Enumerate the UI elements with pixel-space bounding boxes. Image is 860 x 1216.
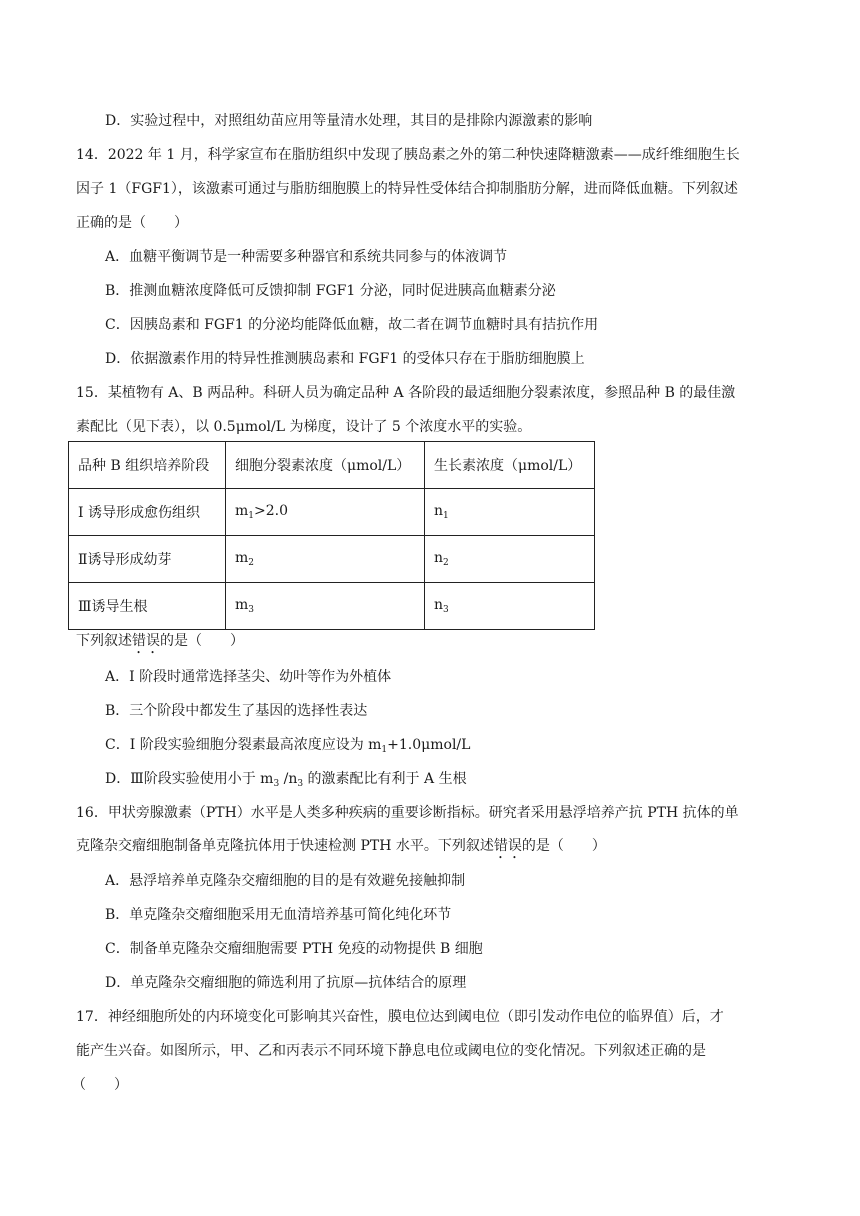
q14-option-a: A．血糖平衡调节是一种需要多种器官和系统共同参与的体液调节 xyxy=(105,249,508,265)
q14-option-d: D．依据激素作用的特异性推测胰岛素和 FGF1 的受体只存在于脂肪细胞膜上 xyxy=(105,351,585,367)
q14-option-c: C．因胰岛素和 FGF1 的分泌均能降低血糖，故二者在调节血糖时具有拮抗作用 xyxy=(105,317,599,333)
table-cell-cytokinin: $m_3$ xyxy=(226,583,425,630)
q14-option-b: B．推测血糖浓度降低可反馈抑制 FGF1 分泌，同时促进胰高血糖素分泌 xyxy=(105,283,556,299)
table-cell-auxin: $n_2$ xyxy=(425,536,595,583)
table-cell-auxin: $n_3$ xyxy=(425,583,595,630)
q15-option-d: D．Ⅲ阶段实验使用小于 $m_3$ $/n_3$ 的激素配比有利于 A 生根 xyxy=(105,771,467,789)
table-header-row xyxy=(69,442,595,489)
table-cell-cytokinin: $m_2$ xyxy=(226,536,425,583)
emphasis-mark: 错误 xyxy=(493,838,522,854)
q17-stem-line-1: 17．神经细胞所处的内环境变化可影响其兴奋性，膜电位达到阈电位（即引发动作电位的临界值）后，才 xyxy=(76,1009,724,1025)
q16-stem-line-2: 克隆杂交瘤细胞制备单克隆抗体用于快速检测 PTH 水平。下列叙述错误的是（ ） xyxy=(76,838,606,854)
q13-option-d: D．实验过程中，对照组幼苗应用等量清水处理，其目的是排除内源激素的影响 xyxy=(105,113,593,129)
q16-option-d: D．单克隆杂交瘤细胞的筛选利用了抗原—抗体结合的原理 xyxy=(105,975,467,991)
table-cell-stage: Ⅱ诱导形成幼芽 xyxy=(69,536,226,583)
table-row xyxy=(69,536,595,583)
q17-stem-line-3: （ ） xyxy=(72,1077,128,1093)
table-row xyxy=(69,489,595,536)
q16-stem-line-1: 16．甲状旁腺激素（PTH）水平是人类多种疾病的重要诊断指标。研究者采用悬浮培养产抗 PTH 抗体的单 xyxy=(76,805,739,821)
table-cell-stage: Ⅲ诱导生根 xyxy=(69,583,226,630)
q15-option-c: C．I 阶段实验细胞分裂素最高浓度应设为 $m_1+1.0\mu mol/L$ xyxy=(105,737,471,755)
table-header-cell: 生长素浓度（μmol/L） xyxy=(425,442,595,489)
hormone-ratio-table xyxy=(68,441,595,630)
q16-option-a: A．悬浮培养单克隆杂交瘤细胞的目的是有效避免接触抑制 xyxy=(105,873,466,889)
table-row xyxy=(69,583,595,630)
q15-stem-line-2: 素配比（见下表），以 0.5μmol/L 为梯度，设计了 5 个浓度水平的实验。 xyxy=(76,419,532,435)
q17-stem-line-2: 能产生兴奋。如图所示，甲、乙和丙表示不同环境下静息电位或阈电位的变化情况。下列叙述正确的是 xyxy=(76,1043,706,1059)
table-cell-stage: I 诱导形成愈伤组织 xyxy=(69,489,226,536)
q15-prompt: 下列叙述错误的是（ ） xyxy=(76,633,244,649)
table-cell-cytokinin: $m_1>2.0$ xyxy=(226,489,425,536)
table-header-cell: 品种 B 组织培养阶段 xyxy=(69,442,226,489)
table-cell-auxin: $n_1$ xyxy=(425,489,595,536)
q16-option-c: C．制备单克隆杂交瘤细胞需要 PTH 免疫的动物提供 B 细胞 xyxy=(105,941,483,957)
q14-stem-line-1: 14．2022 年 1 月，科学家宣布在脂肪组织中发现了胰岛素之外的第二种快速降糖激素——成纤维细胞生长 xyxy=(76,147,740,163)
table-header-cell: 细胞分裂素浓度（μmol/L） xyxy=(226,442,425,489)
q14-stem-line-2: 因子 1（FGF1），该激素可通过与脂肪细胞膜上的特异性受体结合抑制脂肪分解，进而降低血糖。下列叙述 xyxy=(76,181,738,197)
emphasis-mark: 错误 xyxy=(132,633,160,649)
q14-stem-line-3: 正确的是（ ） xyxy=(76,215,188,231)
q15-stem-line-1: 15．某植物有 A、B 两品种。科研人员为确定品种 A 各阶段的最适细胞分裂素浓度，参照品种 B 的最佳激 xyxy=(76,385,736,401)
q16-option-b: B．单克隆杂交瘤细胞采用无血清培养基可简化纯化环节 xyxy=(105,907,452,923)
q15-option-a: A．I 阶段时通常选择茎尖、幼叶等作为外植体 xyxy=(105,669,392,685)
q15-option-b: B．三个阶段中都发生了基因的选择性表达 xyxy=(105,703,368,719)
